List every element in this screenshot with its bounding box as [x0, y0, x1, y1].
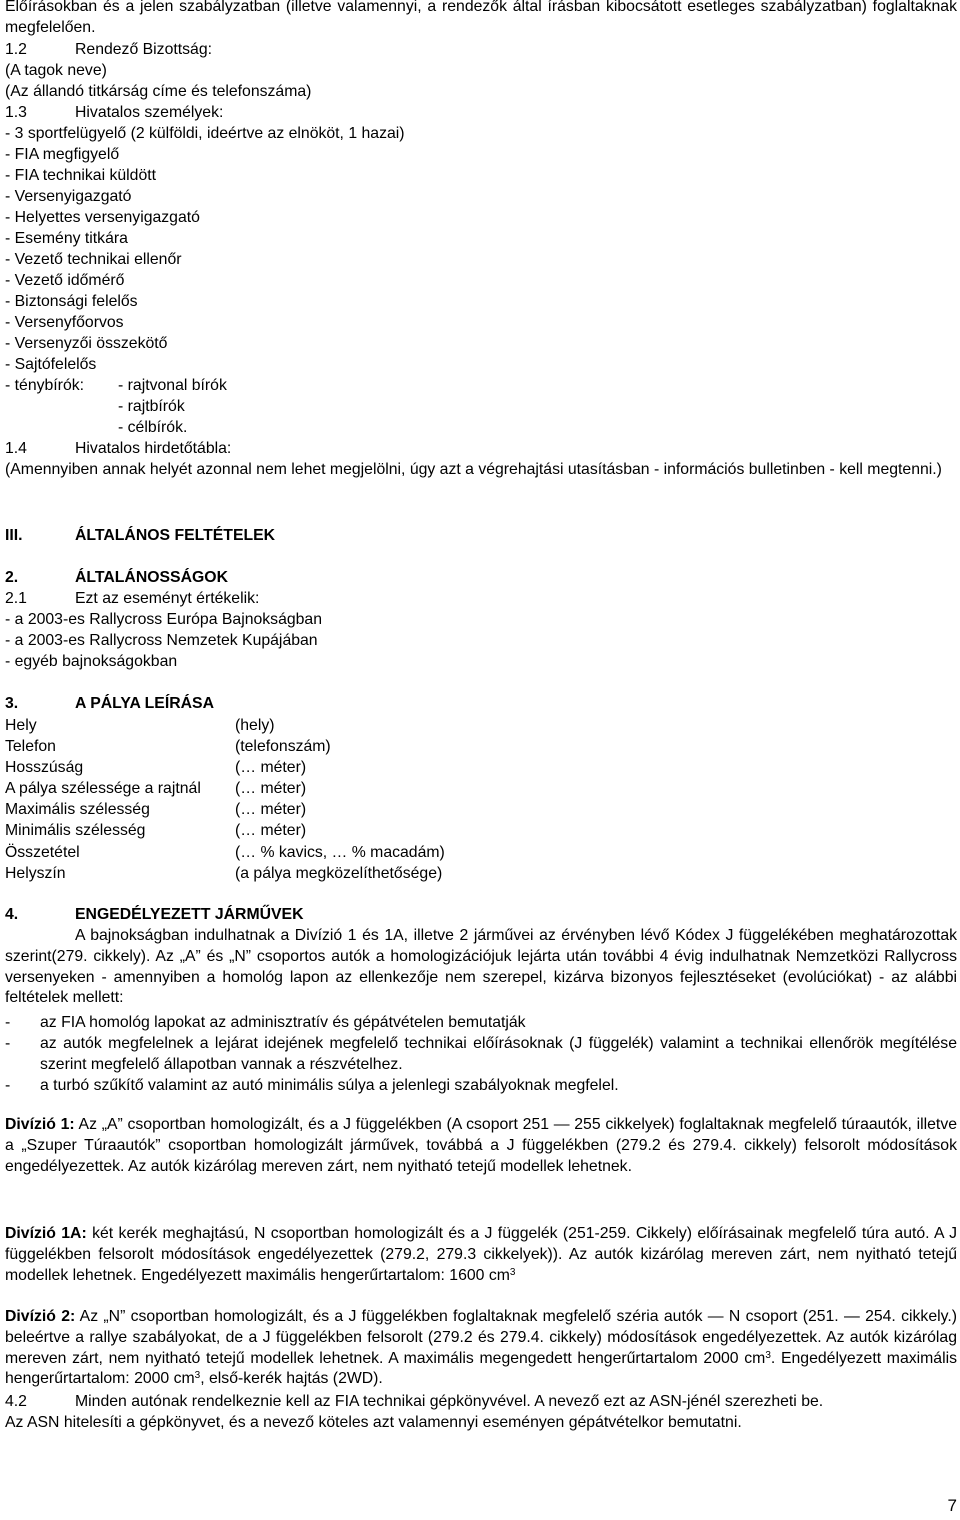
track-row-value: (… méter)	[235, 801, 307, 818]
chapter-3-title: ÁLTALÁNOS FELTÉTELEK	[75, 527, 276, 544]
official-item: - Biztonsági felelős	[5, 293, 138, 310]
track-row-value: (… méter)	[235, 822, 307, 839]
official-item: - FIA technikai küldött	[5, 167, 157, 184]
track-row-label: A pálya szélessége a rajtnál	[5, 780, 201, 797]
condition-item: az FIA homológ lapokat az adminisztratív és gépátvételen bemutatják	[40, 1014, 526, 1031]
official-item: - FIA megfigyelő	[5, 146, 120, 163]
judges-label: - ténybírók:	[5, 377, 85, 394]
official-item: - Versenyigazgató	[5, 188, 132, 205]
track-row-label: Összetétel	[5, 844, 80, 861]
section-4-title: ENGEDÉLYEZETT JÁRMŰVEK	[75, 906, 304, 923]
division-1a-text: két kerék meghajtású, N csoportban homologizált és a J függelék (251-259. Cikkely) előírásainak megfelelő túra autó. A J függelékben felsorolt módosítások engedélyezettek (279.2, 279.3 cikkelyek)). Az autók kizárólag mereven zárt, nem nyitható tetejű modellek lehetnek. Engedélyezett maximális hengerűrtartalom: 1600 cm	[5, 1225, 957, 1284]
division-2-paragraph	[5, 1307, 957, 1390]
section-3-title: A PÁLYA LEÍRÁSA	[75, 695, 214, 712]
track-row-value: (… % kavics, … % macadám)	[235, 844, 445, 861]
section-2-1-number: 2.1	[5, 590, 27, 607]
division-1a-superscript: 3	[509, 1266, 516, 1278]
chapter-3-number: III.	[5, 527, 23, 544]
judge-item: - rajtvonal bírók	[118, 377, 227, 394]
official-item: - Sajtófelelős	[5, 356, 97, 373]
section-1-4-title: Hivatalos hirdetőtábla:	[75, 440, 232, 457]
section-1-3-number: 1.3	[5, 104, 27, 121]
track-row-label: Telefon	[5, 738, 56, 755]
official-item: - Helyettes versenyigazgató	[5, 209, 200, 226]
official-item: - Vezető időmérő	[5, 272, 125, 289]
championship-item: - a 2003-es Rallycross Európa Bajnokságban	[5, 611, 322, 628]
division-2-text-b: . Engedélyezett maximális hengerűrtartalom: 2000 cm	[5, 1349, 958, 1388]
track-row-label: Helyszín	[5, 865, 66, 882]
track-row-label: Hosszúság	[5, 759, 84, 776]
track-row-label: Minimális szélesség	[5, 822, 146, 839]
committee-members-line: (A tagok neve)	[5, 62, 107, 79]
championship-item: - a 2003-es Rallycross Nemzetek Kupájában	[5, 632, 318, 649]
division-1-paragraph	[5, 1115, 957, 1177]
condition-dash: -	[5, 1077, 11, 1094]
section-4-1-paragraph	[5, 926, 957, 1009]
section-4-1-text: A bajnokságban indulhatnak a Divízió 1 és 1A, illetve 2 járművei az érvényben lévő Kódex J függelékében meghatározottak szerint(279. cikkely). Az „A” és „N” csoportos autók a homologizációjuk lejárta után további 4 évig indulhatnak Nemzetközi Rallycross versenyeken - amennyiben a homológ lapon az ellenkezője nem szerepel, kizárva bizonyos fejlesztéseket (evolúciókat) - az alábbi feltételek mellett:	[5, 927, 957, 1007]
page-number: 7	[947, 1496, 957, 1515]
track-row-label: Maximális szélesség	[5, 801, 150, 818]
notice-board-text: (Amennyiben annak helyét azonnal nem lehet megjelölni, úgy azt a végrehajtási utasításban - információs bulletinben - kell megtenni.)	[5, 461, 942, 478]
track-row-value: (telefonszám)	[235, 738, 331, 755]
section-1-4-number: 1.4	[5, 440, 27, 457]
section-4-2-text-line2: Az ASN hitelesíti a gépkönyvet, és a nevező köteles azt valamennyi eseményen gépátvételkor bemutatni.	[5, 1414, 742, 1431]
division-2-superscript-b: 3	[194, 1370, 201, 1382]
section-2-number: 2.	[5, 569, 19, 586]
judge-item: - rajtbírók	[118, 398, 185, 415]
section-2-1-title: Ezt az eseményt értékelik:	[75, 590, 260, 607]
division-1a-label: Divízió 1A:	[5, 1225, 87, 1242]
section-1-3-title: Hivatalos személyek:	[75, 104, 224, 121]
official-item: - Versenyzői összekötő	[5, 335, 168, 352]
division-1-text: Az „A” csoportban homologizált, és a J függelékben (A csoport 251 — 255 cikkelyek) foglaltaknak megfelelő túraautók, illetve a „Szuper Túraautók” csoportban homologizált járművek, továbbá a J függelékben (279.2 és 279.4. cikkely) felsorolt módosítások engedélyezettek. Az autók kizárólag mereven zárt, nem nyitható tetejű modellek lehetnek.	[5, 1116, 958, 1175]
division-1a-paragraph	[5, 1224, 957, 1286]
track-row-value: (hely)	[235, 717, 275, 734]
section-1-2-number: 1.2	[5, 41, 27, 58]
condition-dash: -	[5, 1014, 11, 1031]
condition-dash: -	[5, 1035, 11, 1052]
division-2-text-c: , első-kerék hajtás (2WD).	[200, 1370, 383, 1388]
section-4-2-number: 4.2	[5, 1393, 27, 1410]
division-1-label: Divízió 1:	[5, 1116, 75, 1133]
section-4-number: 4.	[5, 906, 19, 923]
judge-item: - célbírók.	[118, 419, 188, 436]
condition-item: az autók megfelelnek a lejárat idejének megfelelő technikai előírásoknak (J függelék) valamint a technikai ellenőrök megítélése szerint megfelelő állapotban vannak a részvételhez.	[40, 1035, 957, 1073]
intro-paragraph: Előírásokban és a jelen szabályzatban (illetve valamennyi, a rendezők által írásban kibocsátott esetleges szabályzatban) foglaltaknak megfelelően.	[5, 0, 957, 36]
division-2-text-a: Az „N” csoportban homologizált, és a J függelékben foglaltaknak megfelelő széria autók — N csoport (251. — 254. cikkely.) beleértve a rallye szabályokat, de a J függelékben felsorolt (279.2 és 279.4. cikkely) módosítások engedélyezettek. Az autók kizárólag mereven zárt, nem nyitható tetejű modellek lehetnek. A maximális megengedett hengerűrtartalom 2000 cm	[5, 1308, 957, 1367]
section-3-number: 3.	[5, 695, 19, 712]
official-item: - 3 sportfelügyelő (2 külföldi, ideértve az elnököt, 1 hazai)	[5, 125, 405, 142]
condition-item: a turbó szűkítő valamint az autó minimális súlya a jelenlegi szabályoknak megfelel.	[40, 1077, 619, 1094]
section-1-2-title: Rendező Bizottság:	[75, 41, 212, 58]
division-2-label: Divízió 2:	[5, 1308, 76, 1325]
track-row-label: Hely	[5, 717, 37, 734]
official-item: - Vezető technikai ellenőr	[5, 251, 182, 268]
track-row-value: (a pálya megközelíthetősége)	[235, 865, 443, 882]
championship-item: - egyéb bajnokságokban	[5, 653, 178, 670]
track-row-value: (… méter)	[235, 759, 307, 776]
division-2-superscript-a: 3	[765, 1349, 771, 1361]
section-2-title: ÁLTALÁNOSSÁGOK	[75, 569, 228, 586]
section-4-2-text: Minden autónak rendelkeznie kell az FIA technikai gépkönyvével. A nevező ezt az ASN-jénél szerezheti be.	[75, 1393, 824, 1410]
official-item: - Versenyfőorvos	[5, 314, 124, 331]
official-item: - Esemény titkára	[5, 230, 128, 247]
committee-address-line: (Az állandó titkárság címe és telefonszáma)	[5, 83, 312, 100]
track-row-value: (… méter)	[235, 780, 307, 797]
